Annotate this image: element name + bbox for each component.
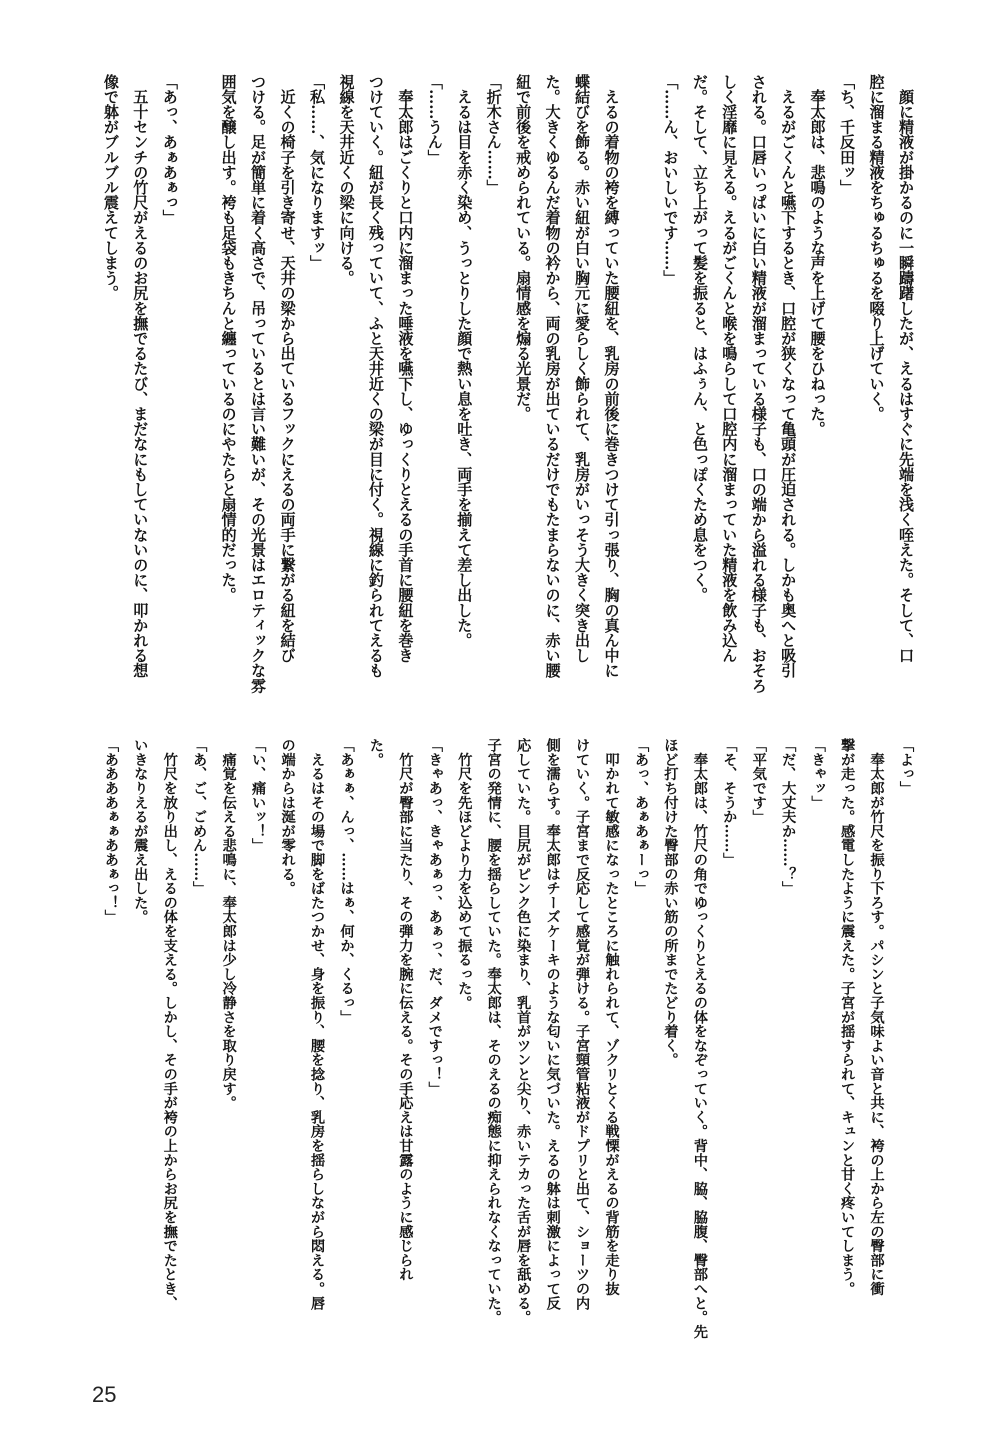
text-column: される。口唇いっぱいに白い精液が溜まっている様子も、口の端から溢れる様子も、おそろ	[749, 74, 768, 694]
text-column: 「そ、そうか……」	[721, 738, 738, 867]
text-column: た。	[367, 738, 384, 767]
text-column: えるの着物の袴を縛っていた腰紐を、乳房の前後に巻きつけて引っ張り、胸の真ん中に	[602, 74, 621, 678]
text-column: えるがごくんと嚥下するとき、口腔が狭くなって亀頭が圧迫される。しかも奥へと吸引	[779, 74, 798, 678]
text-column: 「だ、大丈夫か……？」	[780, 738, 797, 896]
page-number: 25	[92, 1382, 117, 1407]
text-column: 「私……、気になりますッ」	[308, 74, 326, 271]
lower-text-tier	[0, 738, 999, 1338]
text-column: 「きゃあっ、きゃあぁっ、あぁっ、だ、ダメですっ！」	[426, 738, 443, 1096]
text-column: 近くの椅子を引き寄せ、天井の梁から出ているフックにえるの両手に繋がる紐を結び	[278, 74, 297, 663]
text-column: 竹尺が臀部に当たり、その弾力を腕に伝える。その手応えは甘露のように感じられ	[397, 738, 414, 1282]
text-column: 腔に溜まる精液をちゅるちゅるを啜り上げていく。	[867, 74, 886, 422]
text-column: 「あっ、あぁあぁっ」	[160, 74, 179, 225]
text-column: 「よっ」	[898, 738, 914, 796]
text-column: 「ち、千反田ッ」	[838, 74, 857, 195]
text-column: 「あぁぁ、んっ、……はぁ、何か、くるっ」	[338, 738, 355, 1024]
text-column: 「……うん」	[425, 74, 444, 165]
text-column: 「きゃッ」	[809, 738, 826, 810]
text-column: の端からは涎が零れる。	[279, 738, 296, 896]
text-column: えるはその場で脚をばたつかせ、身を振り、腰を捻り、乳房を揺らしながら悶える。唇	[309, 738, 325, 1310]
text-column: 応していた。目尻がピンク色に染まり、乳首がツンと尖り、赤いテカった舌が唇を舐める。	[515, 738, 532, 1325]
text-column: 像で躰がブルブル震えてしまう。	[101, 74, 120, 301]
text-column: 叩かれて敏感になったところに触れられて、ゾクリとくる戦慄がえるの背筋を走り抜	[603, 738, 620, 1296]
text-column: つける。足が簡単に着く高さで、吊っているとは言い難いが、その光景はエロティックな雰	[249, 74, 268, 694]
text-column: 側を濡らす。奉太郎はチーズケーキのような匂いに気づいた。えるの躰は刺激によって反	[544, 738, 561, 1310]
text-column: 「折木さん……」	[484, 74, 503, 195]
text-column: えるは目を赤く染め、うっとりした顔で熱い息を吐き、両手を揃えて差し出した。	[455, 74, 474, 648]
text-column: ほど打ち付けた臀部の赤い筋の所までたどり着く。	[662, 738, 679, 1067]
text-column: いきなりえるが震え出した。	[132, 738, 149, 924]
text-column: 「あっ、あぁあぁーっ」	[633, 738, 649, 896]
text-column: 「い、痛いッ！」	[250, 738, 267, 853]
text-column: 痛覚を伝える悲鳴に、奉太郎は少し冷静さを取り戻す。	[220, 738, 237, 1110]
text-column: 「……ん、おいしいです……」	[661, 74, 680, 286]
text-column: 撃が走った。感電したように震えた。子宮が揺すられて、キュンと甘く疼いてしまう。	[839, 738, 856, 1296]
text-column: しく淫靡に見える。えるがごくんと喉を鳴らして口腔内に溜まっていた精液を飲み込ん	[720, 74, 739, 663]
text-column: 顔に精液が掛かるのに一瞬躊躇したが、えるはすぐに先端を浅く咥えた。そして、口	[897, 74, 915, 663]
text-column: 「平気です」	[750, 738, 767, 824]
text-column: 蝶結びを飾る。赤い紐が白い胸元に愛らしく飾られて、乳房がいっそう大きく突き出し	[573, 74, 591, 663]
text-column: 奉太郎は、悲鳴のような声を上げて腰をひねった。	[808, 74, 827, 437]
text-column: 奉太郎はごくりと口内に溜まった唾液を嚥下し、ゆっくりとえるの手首に腰紐を巻き	[396, 74, 415, 663]
text-column: 「あ、ご、ごめん……」	[191, 738, 208, 896]
text-column: 竹尺を放り出し、えるの体を支える。しかし、その手が袴の上からお尻を撫でたとき、	[161, 738, 178, 1310]
text-column: だ。そして、立ち上がって髪を振ると、はふぅん、と色っぽくため息をつく。	[690, 74, 709, 603]
text-column: 五十センチの竹尺がえるのお尻を撫でるたび、まだなにもしていないのに、叩かれる想	[131, 74, 150, 678]
text-column: つけていく。紐が長く残っていて、ふと天井近くの梁が目に付く。視線に釣られてえるも	[366, 74, 385, 678]
text-column: 囲気を醸し出す。袴も足袋もきちんと纏っているのにやたらと扇情的だった。	[219, 74, 238, 603]
text-column: 奉太郎は、竹尺の角でゆっくりとえるの体をなぞっていく。背中、脇、脇腹、臀部へと。先	[691, 738, 708, 1339]
text-column: 竹尺を先ほどより力を込めて振るった。	[456, 738, 473, 1010]
upper-text-tier	[0, 74, 999, 714]
text-column: た。大きくゆるんだ着物の衿から、両の乳房が出ているだけでもたまらないのに、赤い腰	[543, 74, 562, 678]
text-column: 奉太郎が竹尺を振り下ろす。パシンと子気味よい音と共に、袴の上から左の臀部に衝	[868, 738, 885, 1296]
text-column: 子宮の発情に、腰を揺らしていた。奉太郎は、そのえるの痴態に抑えられなくなっていた。	[485, 738, 502, 1325]
text-column: 視線を天井近くの梁に向ける。	[337, 74, 356, 286]
text-column: けていく。子宮まで反応して感覚が弾ける。子宮頸管粘液がドプリと出て、ショーツの内	[574, 738, 590, 1310]
text-column: 紐で前後を戒められている。扇情感を煽る光景だ。	[514, 74, 533, 422]
text-column: 「ああああぁぁああぁっ！」	[102, 738, 119, 924]
